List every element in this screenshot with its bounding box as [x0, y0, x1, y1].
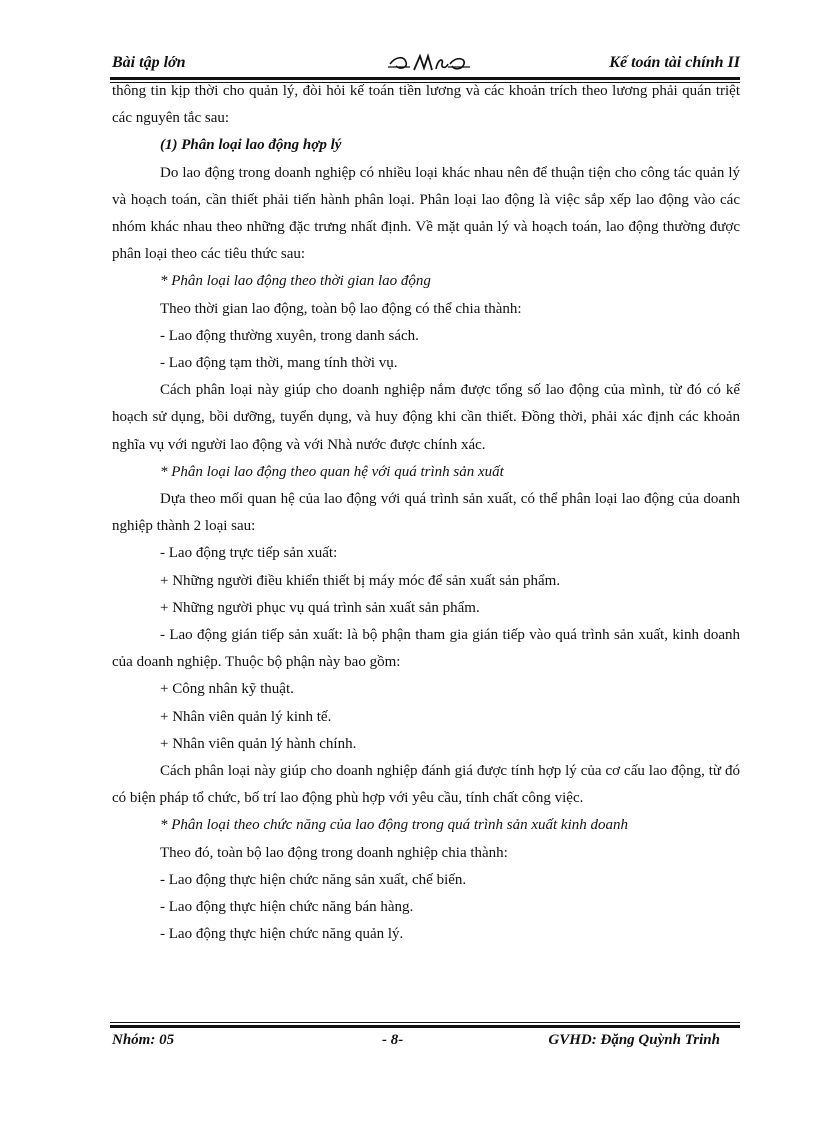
page-header	[112, 52, 740, 76]
footer-instructor: GVHD: Đặng Quỳnh Trinh	[548, 1032, 720, 1048]
paragraph: Dựa theo mối quan hệ của lao động với quá trình sản xuất, có thể phân loại lao động của doanh nghiệp thành 2 loại sau:	[112, 491, 740, 535]
subsection-heading: * Phân loại theo chức năng của lao động trong quá trình sản xuất kinh doanh	[160, 817, 629, 834]
list-item: + Những người điều khiển thiết bị máy móc để sản xuất sản phẩm.	[160, 572, 561, 589]
list-item: + Nhân viên quản lý kinh tế.	[160, 708, 332, 725]
list-item: - Lao động thực hiện chức năng quản lý.	[160, 926, 404, 943]
list-item: - Lao động thực hiện chức năng sản xuất, chế biến.	[160, 871, 467, 888]
list-item: + Công nhân kỹ thuật.	[160, 681, 294, 698]
page-footer	[112, 1030, 740, 1052]
list-item: - Lao động tạm thời, mang tính thời vụ.	[160, 355, 398, 372]
footer-rule-thick	[110, 1025, 740, 1028]
list-item: - Lao động thường xuyên, trong danh sách.	[160, 327, 419, 344]
header-course-title: Bài tập lớn	[112, 54, 186, 71]
paragraph: Theo đó, toàn bộ lao động trong doanh nghiệp chia thành:	[160, 844, 508, 861]
list-item: + Những người phục vụ quá trình sản xuất sản phẩm.	[160, 599, 480, 616]
paragraph: Cách phân loại này giúp cho doanh nghiệp nắm được tổng số lao động của mình, từ đó có kế hoạch sử dụng, bồi dưỡng, tuyển dụng, và huy động khi cần thiết. Đồng thời, phải xác định các khoản nghĩa vụ với người lao động và với Nhà nước được chính xác.	[112, 382, 740, 453]
subsection-heading: * Phân loại lao động theo quan hệ với quá trình sản xuất	[160, 463, 504, 480]
section-heading: (1) Phân loại lao động hợp lý	[160, 137, 342, 154]
paragraph: Cách phân loại này giúp cho doanh nghiệp đánh giá được tính hợp lý của cơ cấu lao động, từ đó có biện pháp tổ chức, bố trí lao động phù hợp với yêu cầu, tính chất công việc.	[112, 763, 740, 807]
document-body	[112, 78, 740, 949]
footer-rule-thin	[110, 1022, 740, 1023]
list-item: - Lao động trực tiếp sản xuất:	[160, 545, 338, 562]
list-item: - Lao động thực hiện chức năng bán hàng.	[160, 899, 414, 916]
paragraph: Do lao động trong doanh nghiệp có nhiều loại khác nhau nên để thuận tiện cho công tác quản lý và hoạch toán, cần thiết phải tiến hành phân loại. Phân loại lao động là việc sắp xếp lao động vào các nhóm khác nhau theo những đặc trưng nhất định. Về mặt quản lý và hoạch toán, lao động thường được phân loại theo các tiêu thức sau:	[112, 164, 740, 263]
header-subject-title: Kế toán tài chính II	[609, 54, 740, 71]
paragraph: - Lao động gián tiếp sản xuất: là bộ phận tham gia gián tiếp vào quá trình sản xuất, kinh doanh của doanh nghiệp. Thuộc bộ phận này bao gồm:	[112, 627, 740, 671]
subsection-heading: * Phân loại lao động theo thời gian lao động	[160, 273, 431, 290]
list-item: + Nhân viên quản lý hành chính.	[160, 735, 357, 752]
paragraph: thông tin kịp thời cho quản lý, đòi hỏi kế toán tiền lương và các khoản trích theo lương phải quán triệt các nguyên tắc sau:	[112, 83, 740, 127]
paragraph: Theo thời gian lao động, toàn bộ lao động có thể chia thành:	[160, 300, 522, 317]
page-number: - 8-	[382, 1032, 404, 1048]
footer-group: Nhóm: 05	[112, 1032, 175, 1048]
scroll-ornament-icon	[384, 52, 474, 74]
